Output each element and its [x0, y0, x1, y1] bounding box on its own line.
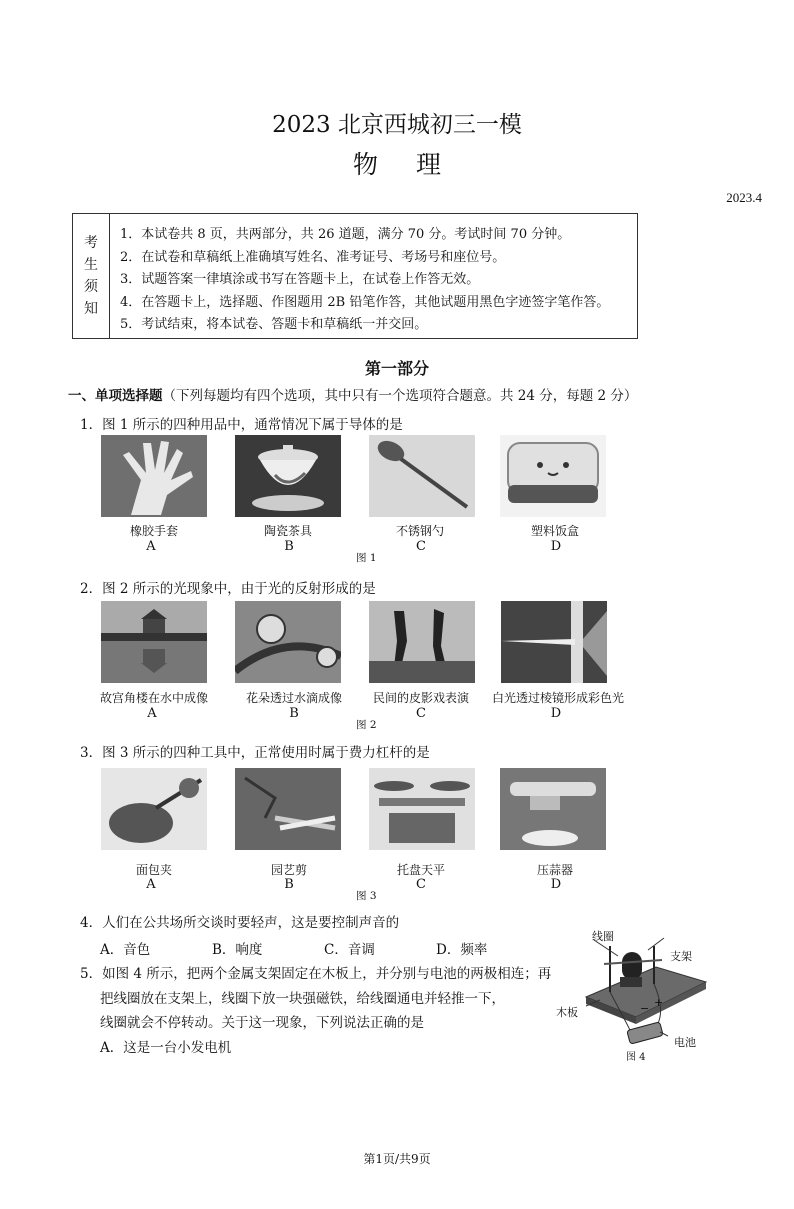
water-droplet-image [235, 601, 341, 683]
q2-letter-a: A [147, 706, 157, 721]
q1-caption-c: 不锈钢勺 [395, 524, 444, 538]
q3-letter-a: A [146, 877, 156, 892]
q2-letter-d: D [550, 706, 562, 721]
figure-2-caption: 图 2 [356, 719, 377, 731]
part-description: （下列每题均有四个选项，其中只有一个选项符合题意。共 24 分，每题 2 分） [162, 388, 638, 404]
q2-caption-c: 民间的皮影戏表演 [372, 691, 469, 705]
battery-label: 电池 [674, 1036, 696, 1049]
q1-letter-c: C [416, 539, 426, 554]
palace-reflection-image [101, 601, 207, 683]
q3-letter-c: C [416, 877, 426, 892]
q5-line: 把线圈放在支架上，线圈下放一块强磁铁，给线圈通电并轻推一下， [100, 990, 505, 1007]
positive-terminal-label: + [654, 996, 664, 1009]
section-title: 第一部分 [364, 359, 429, 378]
q1-letter-d: D [550, 539, 562, 554]
notice-label-char: 生 [84, 257, 98, 273]
q1-caption-d: 塑料饭盒 [530, 524, 579, 538]
notice-label [73, 214, 110, 338]
q3-caption-b: 园艺剪 [270, 863, 307, 877]
notice-items [110, 214, 609, 338]
q5-line: 5．如图 4 所示，把两个金属支架固定在木板上，并分别与电池的两极相连；再 [80, 966, 552, 982]
figure-4-motor-diagram [556, 922, 716, 1062]
exam-title: 2023 北京西城初三一模 [272, 112, 522, 138]
bread-tongs-image [101, 768, 207, 850]
notice-item: 4．在答题卡上，选择题、作图题用 2B 铅笔作答，其他试题用黑色字迹签字笔作答。 [120, 294, 610, 310]
prism-spectrum-image [501, 601, 607, 683]
steel-spoon-image [369, 435, 475, 517]
figure-4-caption: 图 4 [626, 1052, 646, 1063]
rubber-glove-image [101, 435, 207, 517]
negative-terminal-label: − [640, 1002, 650, 1015]
q5-line: 线圈就会不停转动。关于这一现象，下列说法正确的是 [100, 1015, 424, 1031]
notice-label-char: 考 [84, 235, 98, 251]
notice-item: 5．考试结束，将本试卷、答题卡和草稿纸一并交回。 [120, 317, 428, 332]
q2-letter-c: C [416, 706, 426, 721]
q2-caption-d: 白光透过棱镜形成彩色光 [491, 691, 624, 705]
page-number: 第1页/共9页 [363, 1152, 431, 1166]
question-1-text: 1．图 1 所示的四种用品中，通常情况下属于导体的是 [80, 417, 403, 433]
shadow-play-image [369, 601, 475, 683]
figure-3-caption: 图 3 [356, 890, 377, 902]
notice-item: 3．试题答案一律填涂或书写在答题卡上，在试卷上作答无效。 [120, 272, 480, 287]
q3-caption-c: 托盘天平 [396, 863, 445, 877]
question-5-text [80, 962, 551, 1060]
plastic-lunchbox-image [500, 435, 606, 517]
notice-item: 2．在试卷和草稿纸上准确填写姓名、准考证号、考场号和座位号。 [120, 249, 506, 265]
question-3-text: 3．图 3 所示的四种工具中，正常使用时属于费力杠杆的是 [80, 745, 430, 761]
garden-shears-image [235, 768, 341, 850]
bracket-label: 支架 [670, 950, 692, 963]
q1-letter-a: A [146, 539, 156, 554]
part-heading: 一、单项选择题 [68, 388, 163, 404]
q4-option-a: A．音色 [100, 942, 151, 958]
balance-scale-image [369, 768, 475, 850]
notice-item: 1．本试卷共 8 页，共两部分，共 26 道题，满分 70 分。考试时间 70 分钟。 [120, 227, 571, 242]
board-label: 木板 [556, 1006, 578, 1019]
question-4-options [100, 938, 548, 958]
exam-subject: 物理 [352, 150, 479, 179]
notice-label-char: 须 [84, 279, 98, 295]
q2-letter-b: B [289, 706, 299, 721]
q4-option-c: C．音调 [324, 942, 375, 958]
q1-caption-a: 橡胶手套 [129, 524, 178, 538]
notice-box [72, 213, 638, 339]
notice-label-char: 知 [84, 301, 98, 317]
q5-option-a: A．这是一台小发电机 [100, 1039, 232, 1056]
question-4-text: 4．人们在公共场所交谈时要轻声，这是要控制声音的 [80, 915, 400, 931]
q4-option-d: D．频率 [436, 942, 488, 958]
ceramic-teaset-image [235, 435, 341, 517]
q3-caption-a: 面包夹 [135, 863, 172, 877]
figure-1-caption: 图 1 [356, 552, 377, 564]
q3-caption-d: 压蒜器 [536, 863, 573, 877]
q2-caption-a: 故宫角楼在水中成像 [99, 691, 208, 705]
coil-label: 线圈 [592, 930, 614, 943]
q2-caption-b: 花朵透过水滴成像 [245, 691, 342, 705]
q4-option-b: B．响度 [212, 942, 263, 958]
part-title [68, 384, 637, 404]
q3-letter-d: D [550, 877, 562, 892]
q1-letter-b: B [284, 539, 294, 554]
q1-caption-b: 陶瓷茶具 [263, 524, 312, 538]
garlic-press-image [500, 768, 606, 850]
exam-date: 2023.4 [726, 190, 762, 205]
question-2-text: 2．图 2 所示的光现象中，由于光的反射形成的是 [80, 581, 376, 597]
q3-letter-b: B [284, 877, 294, 892]
